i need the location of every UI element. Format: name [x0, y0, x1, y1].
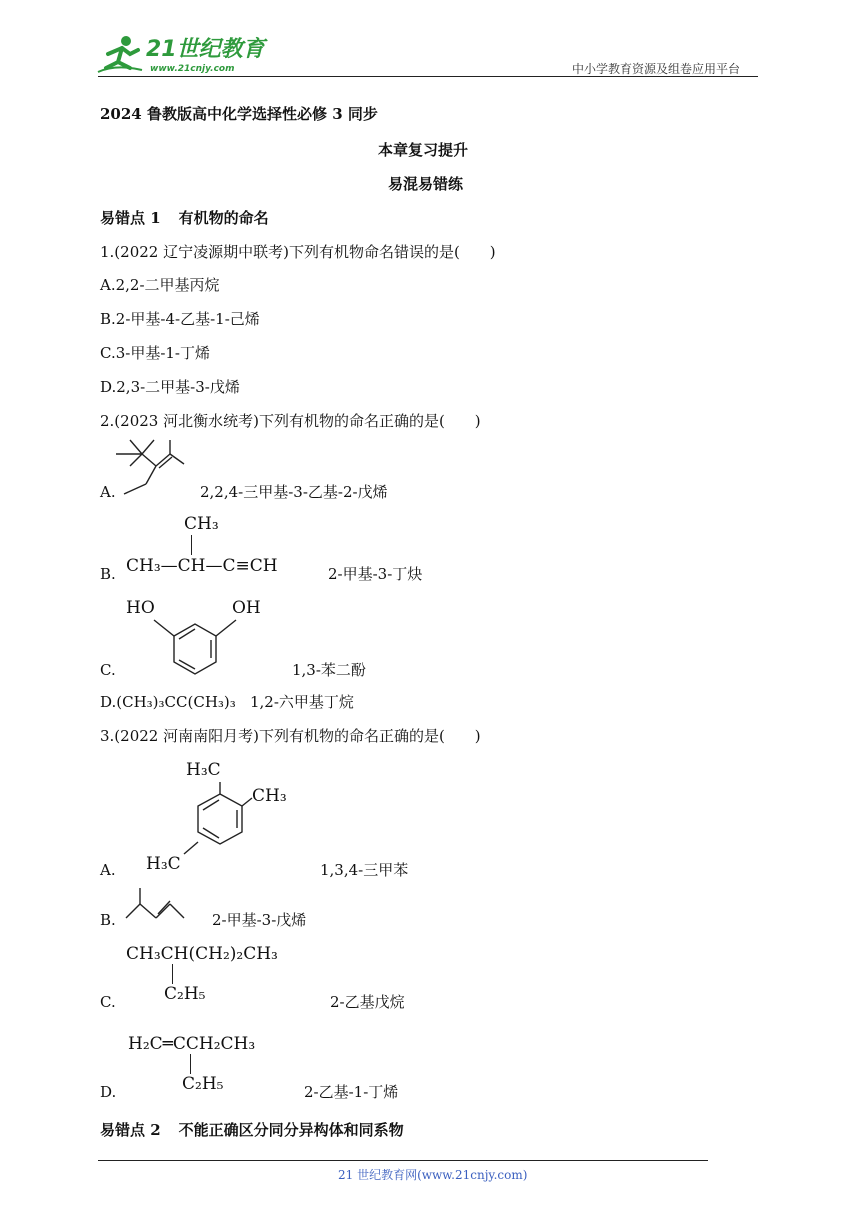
- q3-d-bond-vertical: [190, 1054, 191, 1074]
- q3-c-formula-main: CH₃CH(CH₂)₂CH₃: [126, 944, 278, 964]
- q2-option-c-label: C.: [100, 661, 116, 679]
- q2-option-a-label: A.: [100, 483, 116, 501]
- q3-stem: 3.(2022 河南南阳月考)下列有机物的命名正确的是( ): [100, 727, 481, 745]
- q2-b-formula-main: CH₃—CH—C≡CH: [126, 556, 278, 576]
- q3-option-b-label: B.: [100, 911, 116, 929]
- q1-option-a: A.2,2-二甲基丙烷: [100, 276, 220, 294]
- q3-a-ch3-right: CH₃: [252, 786, 287, 806]
- q3-option-c-label: C.: [100, 993, 116, 1011]
- q2-c-oh-label: OH: [232, 598, 261, 618]
- footer-link[interactable]: 21 世纪教育网(www.21cnjy.com): [338, 1168, 528, 1182]
- point1-heading: [100, 208, 269, 228]
- q3-option-c-name: 2-乙基戊烷: [330, 993, 405, 1011]
- header-right-text: 中小学教育资源及组卷应用平台: [572, 62, 741, 76]
- logo-runner-icon: [96, 34, 146, 74]
- q2-option-b-label: B.: [100, 565, 116, 583]
- q3-d-formula-sub: C₂H₅: [182, 1074, 224, 1094]
- q3-a-h3c-bottom: H₃C: [146, 854, 181, 874]
- q3-c-formula-sub: C₂H₅: [164, 984, 206, 1004]
- q1-stem: 1.(2022 辽宁凌源期中联考)下列有机物命名错误的是( ): [100, 243, 496, 261]
- q3-d-formula-main: H₂C═CCH₂CH₃: [128, 1034, 256, 1054]
- q3-option-a-label: A.: [100, 861, 116, 879]
- logo-url: www.21cnjy.com: [150, 64, 235, 74]
- point1-title: 有机物的命名: [178, 209, 269, 227]
- q3-option-a-name: 1,3,4-三甲苯: [320, 861, 409, 879]
- header: [0, 0, 860, 80]
- q3-option-d-name: 2-乙基-1-丁烯: [304, 1083, 399, 1101]
- q3-option-d-label: D.: [100, 1083, 117, 1101]
- q3-c-bond-vertical: [172, 964, 173, 984]
- point2-label: 易错点 2: [100, 1121, 161, 1139]
- q2-a-skeletal-structure: [112, 436, 192, 498]
- section-title: 易混易错练: [388, 175, 464, 193]
- q2-option-a-name: 2,2,4-三甲基-3-乙基-2-戊烯: [200, 483, 388, 501]
- q2-stem: 2.(2023 河北衡水统考)下列有机物的命名正确的是( ): [100, 412, 481, 430]
- q3-option-b-name: 2-甲基-3-戊烯: [212, 911, 307, 929]
- q2-c-benzene-ring: [140, 614, 250, 690]
- q2-c-ho-label: HO: [126, 598, 155, 618]
- point2-title: 不能正确区分同分异构体和同系物: [178, 1121, 404, 1139]
- point1-label: 易错点 1: [100, 209, 161, 227]
- footer-divider: [98, 1160, 708, 1161]
- q2-option-b-name: 2-甲基-3-丁炔: [328, 565, 423, 583]
- q1-option-b: B.2-甲基-4-乙基-1-己烯: [100, 310, 260, 328]
- q1-option-d: D.2,3-二甲基-3-戊烯: [100, 378, 240, 396]
- q1-option-c: C.3-甲基-1-丁烯: [100, 344, 211, 362]
- series-title: 2024 鲁教版高中化学选择性必修 3 同步: [100, 105, 378, 123]
- point2-heading: [100, 1120, 404, 1140]
- q3-b-skeletal-structure: [122, 884, 188, 924]
- q2-option-d-formula: D.(CH₃)₃CC(CH₃)₃: [100, 693, 236, 711]
- q2-option-c-name: 1,3-苯二酚: [292, 661, 366, 679]
- q2-b-bond-vertical: [191, 535, 192, 555]
- q3-a-h3c-top: H₃C: [186, 760, 221, 780]
- q2-b-formula-top: CH₃: [184, 514, 219, 534]
- chapter-title: 本章复习提升: [378, 141, 469, 159]
- q2-option-d-name: 1,2-六甲基丁烷: [250, 693, 354, 711]
- header-divider: [98, 76, 758, 77]
- q3-a-benzene-ring: [178, 780, 268, 866]
- logo-text: 21世纪教育: [146, 37, 265, 62]
